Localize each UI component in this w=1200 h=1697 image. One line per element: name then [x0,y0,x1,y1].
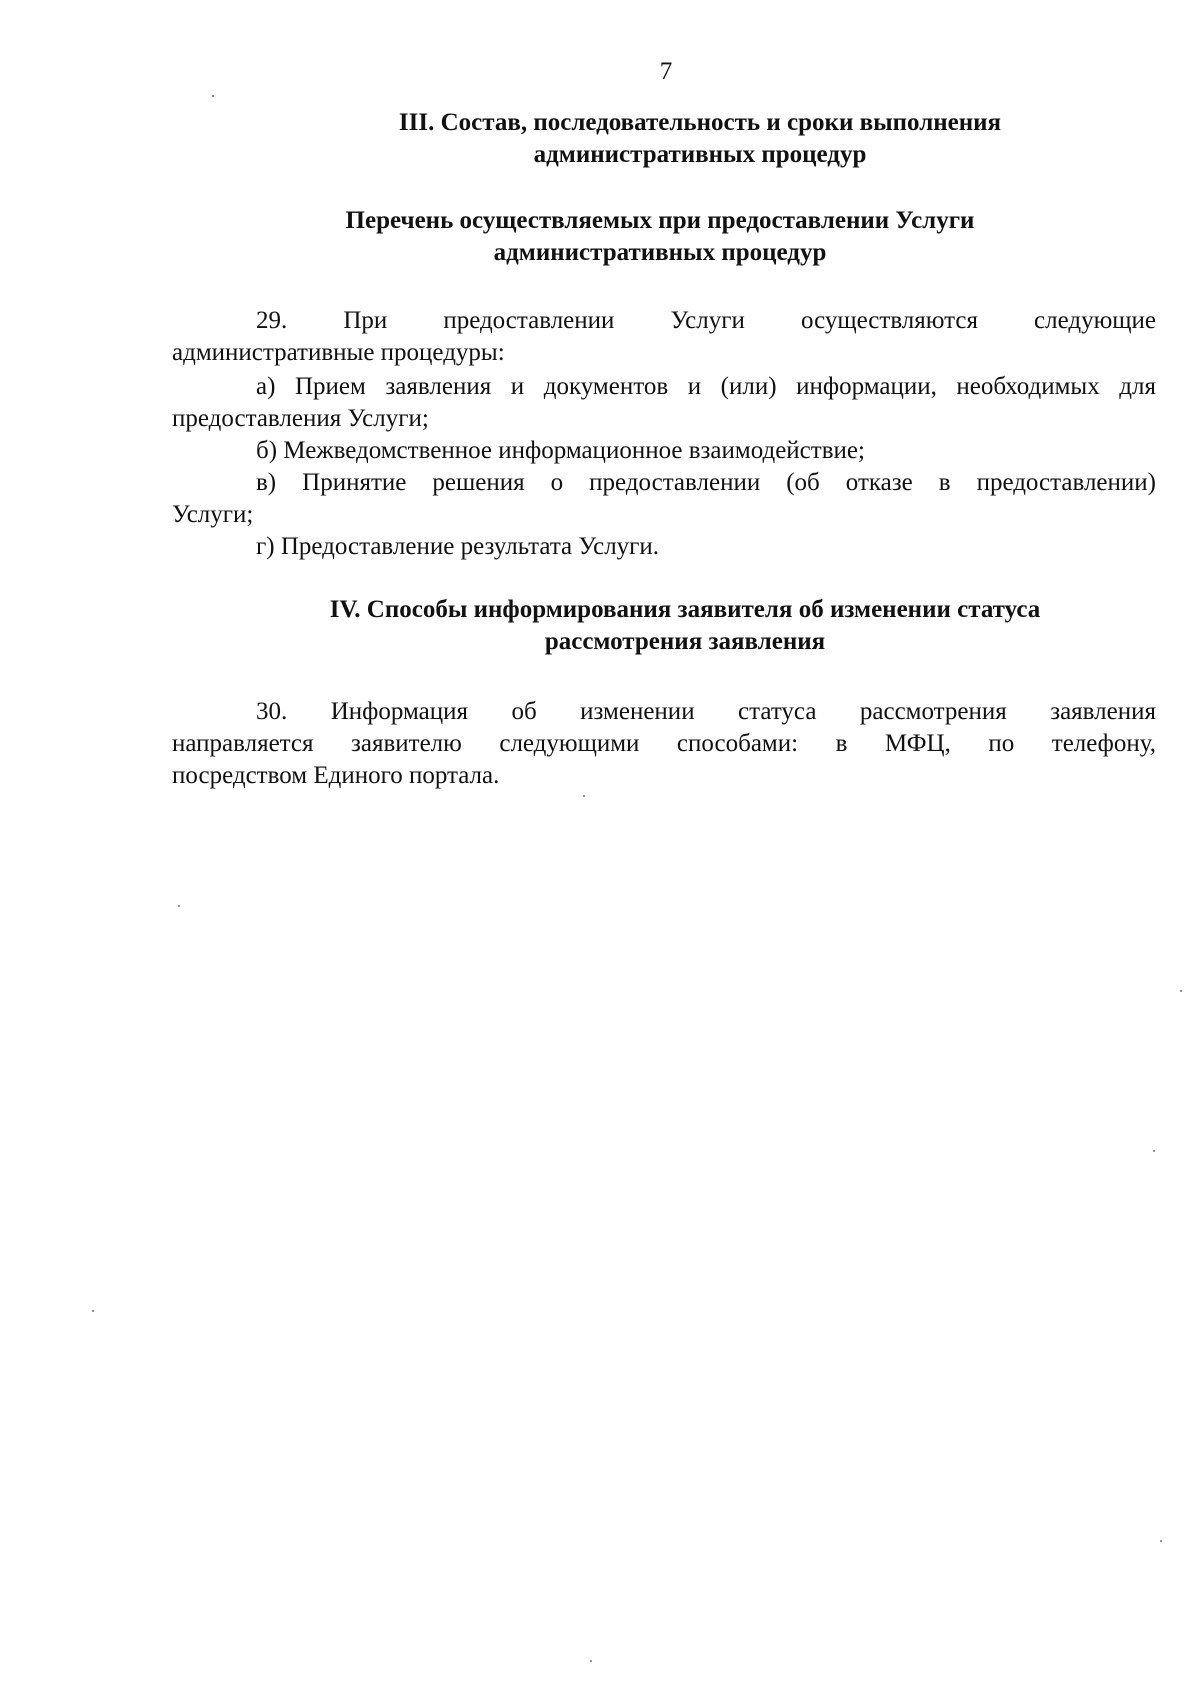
list-item-b-line-1: б) Межведомственное информационное взаимодействие; [256,437,865,464]
list-item-a [172,371,1156,435]
section-3-title-line-1: III. Состав, последовательность и сроки выполнения [398,109,1002,136]
section-3-heading [320,107,1080,171]
section-3-title-line-2: административных процедур [533,141,867,168]
list-item-b [172,435,1156,467]
paragraph-30-line-3: посредством Единого портала. [172,762,500,789]
subsection-heading [250,205,1070,269]
procedure-list [172,371,1156,563]
scan-speck [178,905,180,907]
scan-speck [212,95,214,97]
scan-speck [92,1310,94,1312]
subsection-title-line-2: административных процедур [493,239,827,266]
section-4-heading [245,594,1125,658]
scan-speck [1153,1150,1155,1152]
paragraph-30 [172,696,1156,792]
scan-speck [590,1660,592,1662]
paragraph-29-line-1: 29. При предоставлении Услуги осуществляются следующие [256,307,1156,334]
list-item-d [172,531,1156,563]
paragraph-30-line-1: 30. Информация об изменении статуса рассмотрения заявления [256,698,1156,725]
page-number: 7 [659,58,673,85]
paragraph-30-line-2: направляется заявителю следующими способами: в МФЦ, по телефону, [172,730,1156,757]
scan-speck [1160,1540,1162,1542]
list-item-a-line-2: предоставления Услуги; [172,405,429,432]
list-item-c-line-1: в) Принятие решения о предоставлении (об отказе в предоставлении) [256,469,1156,496]
list-item-d-line-1: г) Предоставление результата Услуги. [256,533,660,560]
list-item-a-line-1: а) Прием заявления и документов и (или) информации, необходимых для [256,373,1156,400]
scan-speck [583,795,585,797]
scan-speck [1180,990,1182,992]
paragraph-29-line-2: административные процедуры: [172,339,505,366]
paragraph-29 [172,305,1156,369]
list-item-c-line-2: Услуги; [172,501,254,528]
section-4-title-line-2: рассмотрения заявления [544,628,826,655]
list-item-c [172,467,1156,531]
subsection-title-line-1: Перечень осуществляемых при предоставлении Услуги [345,207,975,234]
section-4-title-line-1: IV. Способы информирования заявителя об изменении статуса [329,596,1041,623]
